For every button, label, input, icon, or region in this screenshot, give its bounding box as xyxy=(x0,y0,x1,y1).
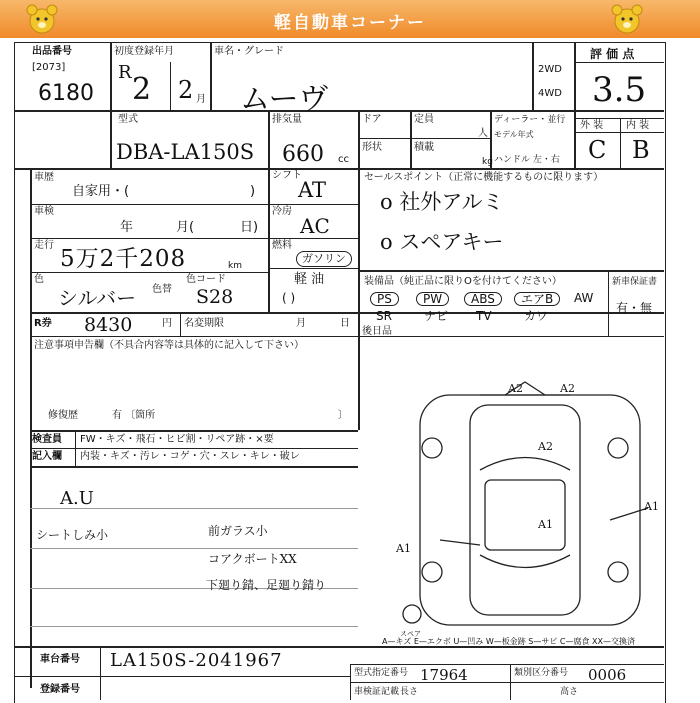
notes-label: 注意事項申告欄（不具合内容等は具体的に記入して下さい） xyxy=(34,340,304,351)
remark-line-5: 下廻り錆、足廻り錆り xyxy=(206,578,327,592)
inspection-label: 車検 xyxy=(34,206,54,217)
ac-value: AC xyxy=(300,214,330,238)
color-label: 色 xyxy=(34,274,44,285)
damage-mark-a2-front-right: A2 xyxy=(560,382,575,395)
load-label: 積載 xyxy=(414,142,434,153)
door-label: ドア xyxy=(362,114,382,125)
chassis-label: 車台番号 xyxy=(40,654,80,665)
color-value: シルバー xyxy=(58,286,137,310)
color-code: S28 xyxy=(196,286,234,308)
score-value: 3.5 xyxy=(592,70,647,110)
entry-label: 記入欄 xyxy=(32,451,62,462)
name-change-deadline-label: 名変期限 xyxy=(184,318,224,329)
remark-line-1: A.U xyxy=(60,488,94,509)
inspection-month: 月( xyxy=(176,220,195,235)
bear-mascot-icon xyxy=(610,2,644,36)
damage-mark-a1-left: A1 xyxy=(396,542,411,555)
inspection-year: 年 xyxy=(120,220,134,235)
mileage-value: 5万2千208 xyxy=(60,246,187,272)
usage-close: ) xyxy=(250,184,256,199)
first-registration-label: 初度登録年月 xyxy=(114,46,174,57)
sales-point-line-2: o スペアキー xyxy=(380,230,504,254)
month-unit: 月 xyxy=(196,94,206,105)
equip-tv: TV xyxy=(476,309,492,323)
recycle-label: R券 xyxy=(34,318,52,329)
fuel-other: ( ) xyxy=(282,291,296,305)
shift-value: AT xyxy=(298,178,327,202)
spare-label: スペア xyxy=(400,630,421,638)
shape-label: 形状 xyxy=(362,142,382,153)
model-designation-value: 17964 xyxy=(420,666,468,684)
cc-unit: cc xyxy=(338,154,349,165)
capacity-label: 定員 xyxy=(414,114,434,125)
remark-line-3: 前ガラス小 xyxy=(208,524,268,538)
repair-history-close: 〕 xyxy=(338,410,348,421)
damage-legend: A—キズ E—エクボ U—凹み W—板金跡 S—サビ C—腐食 XX—交換済 xyxy=(382,637,636,646)
remark-line-4: コアクボートXX xyxy=(208,552,297,566)
register-label: 登録番号 xyxy=(40,684,80,695)
drive-4wd: 4WD xyxy=(538,88,562,99)
usage-value: 自家用・( xyxy=(72,184,130,199)
recycle-value: 8430 xyxy=(84,314,133,336)
drive-2wd: 2WD xyxy=(538,64,562,75)
new-warranty-label: 新車保証書 xyxy=(612,277,658,287)
usage-label: 車歴 xyxy=(34,172,54,183)
model-year-label: モデル年式 xyxy=(494,130,534,139)
damage-mark-a2-front-left: A2 xyxy=(508,382,523,395)
model-type-label: 型式 xyxy=(118,114,138,125)
equip-abs: ABS xyxy=(464,292,502,306)
damage-mark-a2-hood: A2 xyxy=(538,440,553,453)
repair-history-value: 有 〔箇所 xyxy=(112,410,156,421)
back-seat-label: 後日品 xyxy=(362,326,392,337)
shift-label: シフト xyxy=(272,170,302,181)
equip-leather: カワ xyxy=(524,309,549,323)
fuel-label: 燃料 xyxy=(272,240,292,251)
year-value: 2 xyxy=(132,72,152,107)
dealer-label: ディーラー・並行 xyxy=(494,115,566,125)
ac-label: 冷房 xyxy=(272,206,292,217)
lot-label: 出品番号 xyxy=(32,46,72,57)
yen-unit: 円 xyxy=(162,318,172,329)
equip-ps: PS xyxy=(370,292,399,306)
month-value: 2 xyxy=(178,76,194,104)
kg-unit: kg xyxy=(482,157,493,167)
interior-label: 内 装 xyxy=(626,120,650,131)
inspection-day: 日) xyxy=(240,220,259,235)
repair-history-label: 修復歴 xyxy=(48,410,78,421)
equip-pw: PW xyxy=(416,292,449,306)
model-name-label: 車名・グレード xyxy=(214,46,284,57)
category-label: 類別区分番号 xyxy=(514,668,569,678)
banner-title: 軽自動車コーナー xyxy=(274,13,426,33)
color-code-label: 色コード xyxy=(186,274,226,285)
sales-point-label: セールスポイント（正常に機能するものに限ります） xyxy=(364,172,604,183)
score-label: 評 価 点 xyxy=(590,47,635,61)
displacement-label: 排気量 xyxy=(272,114,302,125)
exterior-grade: C xyxy=(588,136,607,164)
damage-mark-a1-roof: A1 xyxy=(538,518,553,531)
handle-label: ハンドル 左・右 xyxy=(494,155,560,165)
remark-line-2: シートしみ小 xyxy=(36,528,109,542)
registration-size-label: 車検証記載 xyxy=(354,687,400,697)
equip-navi: ナビ xyxy=(424,309,449,323)
lot-code: [2073] xyxy=(32,62,66,73)
warranty-yes-no: 有・無 xyxy=(616,301,653,315)
sales-point-line-1: o 社外アルミ xyxy=(380,190,504,214)
model-type-value: DBA-LA150S xyxy=(116,140,255,164)
equip-sr: SR xyxy=(376,309,392,323)
height-label: 高さ xyxy=(560,687,579,697)
entry-items: 内装・キズ・汚レ・コゲ・穴・スレ・キレ・破レ xyxy=(80,451,300,462)
era-value: R xyxy=(118,62,132,83)
equipment-label: 装備品（純正品に限りOを付けてください） xyxy=(364,276,562,287)
model-designation-label: 型式指定番号 xyxy=(354,668,409,678)
color-change-label: 色替 xyxy=(152,284,172,295)
category-value: 0006 xyxy=(588,666,627,684)
equip-aw: AW xyxy=(574,291,594,305)
chassis-number: LA150S-2041967 xyxy=(110,650,283,671)
lot-number: 6180 xyxy=(38,81,94,106)
damage-mark-a1-right: A1 xyxy=(644,500,659,513)
mileage-label: 走行 xyxy=(34,240,54,251)
fuel-gasoline: ガソリン xyxy=(296,251,352,267)
deadline-month: 月 xyxy=(296,318,306,329)
equip-airbag: エアB xyxy=(514,292,560,306)
km-unit: km xyxy=(228,261,242,271)
interior-grade: B xyxy=(632,136,650,164)
car-name: ムーヴ xyxy=(240,82,329,117)
exterior-label: 外 装 xyxy=(580,120,604,131)
header-banner xyxy=(0,0,700,38)
displacement-value: 660 xyxy=(282,142,324,167)
person-unit: 人 xyxy=(478,128,488,139)
deadline-day: 日 xyxy=(340,318,350,329)
fuel-diesel: 軽 油 xyxy=(294,272,325,287)
auction-sheet xyxy=(14,42,666,703)
inspector-label: 検査員 xyxy=(32,434,62,445)
inspector-items: FW・キズ・飛石・ヒビ割・リペア跡・×要 xyxy=(80,434,274,445)
length-label: 長さ xyxy=(400,687,419,697)
